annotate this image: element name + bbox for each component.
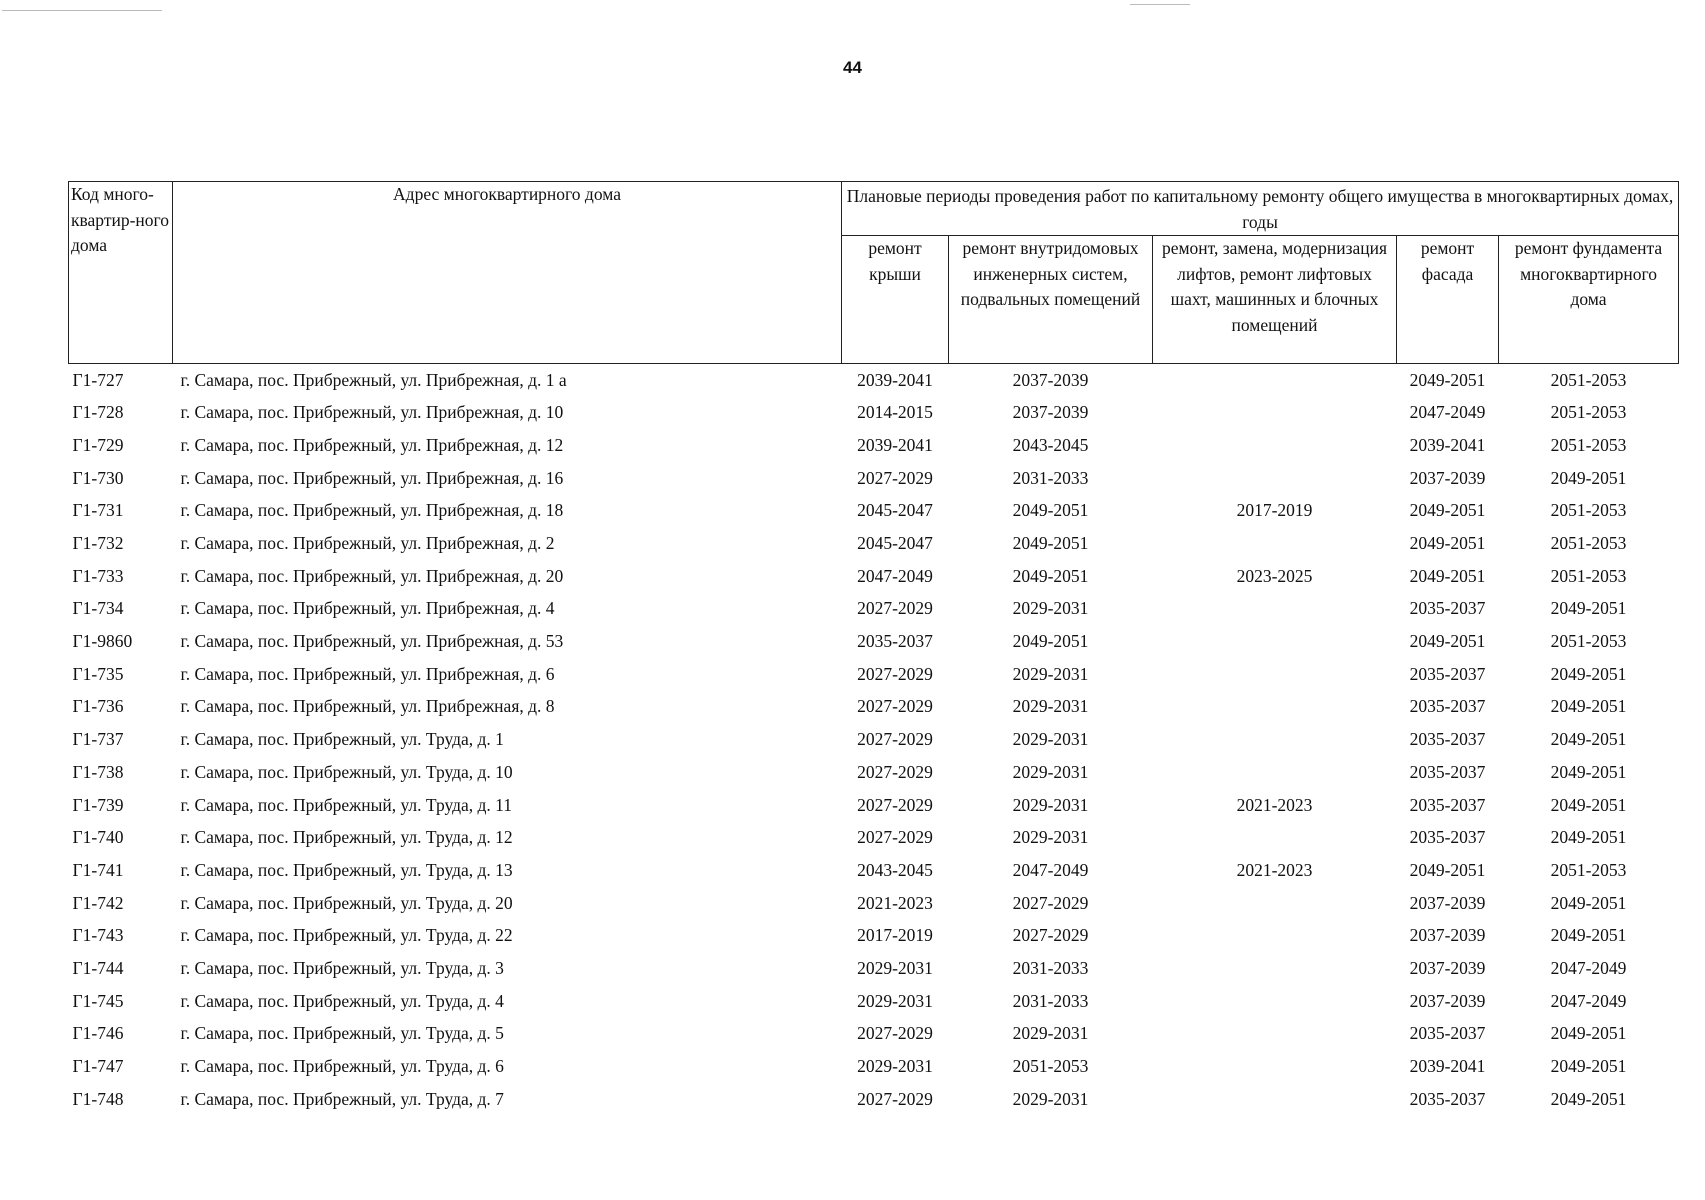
table-row <box>69 397 1679 430</box>
cell-elevators: 2021-2023 <box>1236 794 1313 815</box>
cell-elevators <box>1153 822 1397 855</box>
cell-facade: 2035-2037 <box>1409 696 1486 717</box>
table-row <box>69 560 1679 593</box>
cell-engineering: 2029-2031 <box>1012 761 1089 782</box>
cell-address: г. Самара, пос. Прибрежный, ул. Прибрежная, д. 16 <box>180 467 564 488</box>
cell-engineering: 2029-2031 <box>1012 696 1089 717</box>
cell-address: г. Самара, пос. Прибрежный, ул. Труда, д. 20 <box>180 892 513 913</box>
table-row <box>69 1050 1679 1083</box>
header-periods-group: Плановые периоды проведения работ по капитальному ремонту общего имущества в многоквартирных домах, годы <box>842 182 1679 236</box>
cell-code: Г1-747 <box>72 1056 124 1077</box>
table-row <box>69 658 1679 691</box>
cell-roof: 2043-2045 <box>857 859 933 880</box>
cell-elevators: 2021-2023 <box>1236 859 1313 880</box>
cell-engineering: 2047-2049 <box>1012 859 1089 880</box>
cell-address: г. Самара, пос. Прибрежный, ул. Прибрежная, д. 18 <box>180 500 564 521</box>
table-row <box>69 887 1679 920</box>
table-row <box>69 527 1679 560</box>
cell-roof: 2039-2041 <box>857 434 933 455</box>
cell-elevators <box>1153 658 1397 691</box>
cell-code: Г1-746 <box>72 1023 124 1044</box>
cell-address: г. Самара, пос. Прибрежный, ул. Труда, д. 4 <box>180 990 504 1011</box>
table-body <box>69 364 1679 1116</box>
page-number: 44 <box>843 58 862 77</box>
cell-foundation: 2049-2051 <box>1550 729 1627 750</box>
cell-facade: 2035-2037 <box>1409 1088 1486 1109</box>
cell-elevators <box>1153 364 1397 397</box>
cell-engineering: 2049-2051 <box>1012 533 1089 554</box>
cell-address: г. Самара, пос. Прибрежный, ул. Труда, д. 13 <box>180 859 513 880</box>
cell-address: г. Самара, пос. Прибрежный, ул. Прибрежная, д. 6 <box>180 663 555 684</box>
cell-roof: 2027-2029 <box>857 696 933 717</box>
cell-address: г. Самара, пос. Прибрежный, ул. Труда, д. 3 <box>180 957 504 978</box>
cell-facade: 2049-2051 <box>1409 565 1486 586</box>
header-elevators: ремонт, замена, модернизация лифтов, ремонт лифтовых шахт, машинных и блочных помещений <box>1153 236 1397 364</box>
table-row <box>69 789 1679 822</box>
cell-code: Г1-748 <box>72 1088 124 1109</box>
cell-elevators <box>1153 985 1397 1018</box>
cell-foundation: 2049-2051 <box>1550 794 1627 815</box>
header-foundation: ремонт фундамента многоквартирного дома <box>1499 236 1679 364</box>
cell-elevators <box>1153 724 1397 757</box>
cell-elevators <box>1153 756 1397 789</box>
cell-address: г. Самара, пос. Прибрежный, ул. Прибрежная, д. 8 <box>180 696 555 717</box>
cell-foundation: 2047-2049 <box>1550 957 1627 978</box>
cell-roof: 2027-2029 <box>857 761 933 782</box>
cell-facade: 2047-2049 <box>1409 402 1486 423</box>
cell-facade: 2039-2041 <box>1409 434 1486 455</box>
cell-roof: 2029-2031 <box>857 1056 933 1077</box>
cell-engineering: 2029-2031 <box>1012 1023 1089 1044</box>
cell-code: Г1-739 <box>72 794 124 815</box>
table-row <box>69 691 1679 724</box>
cell-facade: 2035-2037 <box>1409 663 1486 684</box>
cell-code: Г1-736 <box>72 696 124 717</box>
cell-engineering: 2031-2033 <box>1012 990 1089 1011</box>
cell-code: Г1-727 <box>72 369 124 390</box>
cell-facade: 2037-2039 <box>1409 892 1486 913</box>
cell-foundation: 2049-2051 <box>1550 663 1627 684</box>
capital-repair-schedule-table <box>68 181 1679 1116</box>
cell-code: Г1-741 <box>72 859 124 880</box>
cell-roof: 2027-2029 <box>857 794 933 815</box>
cell-address: г. Самара, пос. Прибрежный, ул. Прибрежная, д. 12 <box>180 434 564 455</box>
cell-engineering: 2029-2031 <box>1012 1088 1089 1109</box>
table-row <box>69 724 1679 757</box>
cell-elevators <box>1153 887 1397 920</box>
cell-foundation: 2051-2053 <box>1550 500 1627 521</box>
cell-facade: 2035-2037 <box>1409 729 1486 750</box>
table-row <box>69 495 1679 528</box>
cell-engineering: 2029-2031 <box>1012 598 1089 619</box>
cell-foundation: 2049-2051 <box>1550 467 1627 488</box>
cell-elevators <box>1153 952 1397 985</box>
cell-code: Г1-742 <box>72 892 124 913</box>
cell-elevators <box>1153 1083 1397 1116</box>
cell-roof: 2045-2047 <box>857 533 933 554</box>
cell-code: Г1-733 <box>72 565 124 586</box>
table-row <box>69 1083 1679 1116</box>
cell-engineering: 2037-2039 <box>1012 402 1089 423</box>
cell-address: г. Самара, пос. Прибрежный, ул. Труда, д. 1 <box>180 729 504 750</box>
table-row <box>69 822 1679 855</box>
cell-roof: 2039-2041 <box>857 369 933 390</box>
cell-elevators <box>1153 397 1397 430</box>
cell-address: г. Самара, пос. Прибрежный, ул. Прибрежная, д. 4 <box>180 598 555 619</box>
cell-engineering: 2029-2031 <box>1012 729 1089 750</box>
cell-facade: 2035-2037 <box>1409 1023 1486 1044</box>
cell-address: г. Самара, пос. Прибрежный, ул. Труда, д. 6 <box>180 1056 504 1077</box>
cell-facade: 2049-2051 <box>1409 859 1486 880</box>
table-row <box>69 756 1679 789</box>
cell-engineering: 2027-2029 <box>1012 892 1089 913</box>
cell-address: г. Самара, пос. Прибрежный, ул. Прибрежная, д. 10 <box>180 402 564 423</box>
scan-edge-mark <box>2 10 162 11</box>
cell-facade: 2049-2051 <box>1409 631 1486 652</box>
cell-roof: 2027-2029 <box>857 598 933 619</box>
cell-facade: 2049-2051 <box>1409 500 1486 521</box>
cell-code: Г1-728 <box>72 402 124 423</box>
cell-engineering: 2051-2053 <box>1012 1056 1089 1077</box>
cell-foundation: 2051-2053 <box>1550 631 1627 652</box>
cell-facade: 2039-2041 <box>1409 1056 1486 1077</box>
cell-roof: 2027-2029 <box>857 1088 933 1109</box>
cell-foundation: 2049-2051 <box>1550 1088 1627 1109</box>
cell-elevators <box>1153 462 1397 495</box>
cell-code: Г1-743 <box>72 925 124 946</box>
cell-roof: 2029-2031 <box>857 957 933 978</box>
header-address: Адрес многоквартирного дома <box>173 182 842 364</box>
cell-facade: 2049-2051 <box>1409 533 1486 554</box>
table-row <box>69 626 1679 659</box>
cell-engineering: 2049-2051 <box>1012 500 1089 521</box>
cell-code: Г1-730 <box>72 467 124 488</box>
cell-roof: 2027-2029 <box>857 827 933 848</box>
cell-elevators <box>1153 1018 1397 1051</box>
cell-roof: 2014-2015 <box>857 402 933 423</box>
cell-foundation: 2049-2051 <box>1550 892 1627 913</box>
cell-address: г. Самара, пос. Прибрежный, ул. Труда, д. 12 <box>180 827 513 848</box>
cell-roof: 2027-2029 <box>857 1023 933 1044</box>
header-code: Код много-квартир-ного дома <box>69 182 173 364</box>
cell-foundation: 2047-2049 <box>1550 990 1627 1011</box>
cell-code: Г1-740 <box>72 827 124 848</box>
cell-address: г. Самара, пос. Прибрежный, ул. Труда, д. 7 <box>180 1088 504 1109</box>
cell-code: Г1-732 <box>72 533 124 554</box>
cell-address: г. Самара, пос. Прибрежный, ул. Труда, д. 10 <box>180 761 513 782</box>
scan-edge-mark <box>1130 4 1190 5</box>
cell-roof: 2045-2047 <box>857 500 933 521</box>
cell-engineering: 2027-2029 <box>1012 925 1089 946</box>
cell-facade: 2035-2037 <box>1409 827 1486 848</box>
cell-address: г. Самара, пос. Прибрежный, ул. Труда, д. 22 <box>180 925 513 946</box>
cell-code: Г1-744 <box>72 957 124 978</box>
cell-elevators <box>1153 429 1397 462</box>
cell-code: Г1-735 <box>72 663 124 684</box>
cell-code: Г1-731 <box>72 500 124 521</box>
cell-elevators <box>1153 691 1397 724</box>
cell-elevators <box>1153 593 1397 626</box>
cell-foundation: 2049-2051 <box>1550 925 1627 946</box>
cell-engineering: 2029-2031 <box>1012 827 1089 848</box>
cell-code: Г1-734 <box>72 598 124 619</box>
cell-roof: 2027-2029 <box>857 729 933 750</box>
cell-address: г. Самара, пос. Прибрежный, ул. Труда, д. 5 <box>180 1023 504 1044</box>
table-row <box>69 593 1679 626</box>
table-row <box>69 952 1679 985</box>
cell-address: г. Самара, пос. Прибрежный, ул. Прибрежная, д. 53 <box>180 631 564 652</box>
header-facade: ремонт фасада <box>1397 236 1499 364</box>
cell-engineering: 2049-2051 <box>1012 565 1089 586</box>
cell-code: Г1-9860 <box>72 631 133 652</box>
cell-foundation: 2051-2053 <box>1550 369 1627 390</box>
cell-facade: 2037-2039 <box>1409 925 1486 946</box>
cell-elevators <box>1153 1050 1397 1083</box>
cell-engineering: 2029-2031 <box>1012 794 1089 815</box>
cell-address: г. Самара, пос. Прибрежный, ул. Прибрежная, д. 1 а <box>180 369 567 390</box>
cell-roof: 2027-2029 <box>857 663 933 684</box>
cell-engineering: 2049-2051 <box>1012 631 1089 652</box>
table-row <box>69 364 1679 397</box>
cell-foundation: 2051-2053 <box>1550 565 1627 586</box>
table-row <box>69 462 1679 495</box>
cell-roof: 2027-2029 <box>857 467 933 488</box>
cell-facade: 2037-2039 <box>1409 957 1486 978</box>
cell-elevators <box>1153 626 1397 659</box>
cell-address: г. Самара, пос. Прибрежный, ул. Прибрежная, д. 2 <box>180 533 555 554</box>
cell-address: г. Самара, пос. Прибрежный, ул. Прибрежная, д. 20 <box>180 565 564 586</box>
cell-elevators <box>1153 527 1397 560</box>
cell-foundation: 2051-2053 <box>1550 402 1627 423</box>
cell-code: Г1-738 <box>72 761 124 782</box>
cell-engineering: 2031-2033 <box>1012 467 1089 488</box>
cell-foundation: 2049-2051 <box>1550 598 1627 619</box>
cell-roof: 2017-2019 <box>857 925 933 946</box>
cell-code: Г1-729 <box>72 434 124 455</box>
cell-roof: 2029-2031 <box>857 990 933 1011</box>
cell-facade: 2049-2051 <box>1409 369 1486 390</box>
cell-foundation: 2051-2053 <box>1550 533 1627 554</box>
cell-elevators: 2023-2025 <box>1236 565 1313 586</box>
cell-foundation: 2049-2051 <box>1550 696 1627 717</box>
cell-address: г. Самара, пос. Прибрежный, ул. Труда, д. 11 <box>180 794 513 815</box>
cell-engineering: 2031-2033 <box>1012 957 1089 978</box>
cell-foundation: 2049-2051 <box>1550 827 1627 848</box>
cell-engineering: 2029-2031 <box>1012 663 1089 684</box>
cell-roof: 2047-2049 <box>857 565 933 586</box>
cell-elevators <box>1153 920 1397 953</box>
cell-foundation: 2051-2053 <box>1550 859 1627 880</box>
cell-roof: 2035-2037 <box>857 631 933 652</box>
cell-facade: 2035-2037 <box>1409 761 1486 782</box>
table-row <box>69 920 1679 953</box>
cell-facade: 2037-2039 <box>1409 990 1486 1011</box>
cell-code: Г1-737 <box>72 729 124 750</box>
cell-roof: 2021-2023 <box>857 892 933 913</box>
cell-facade: 2035-2037 <box>1409 598 1486 619</box>
header-engineering: ремонт внутридомовых инженерных систем, подвальных помещений <box>949 236 1153 364</box>
cell-elevators: 2017-2019 <box>1236 500 1313 521</box>
cell-code: Г1-745 <box>72 990 124 1011</box>
cell-foundation: 2049-2051 <box>1550 1056 1627 1077</box>
cell-foundation: 2051-2053 <box>1550 434 1627 455</box>
cell-facade: 2035-2037 <box>1409 794 1486 815</box>
cell-foundation: 2049-2051 <box>1550 1023 1627 1044</box>
table-header <box>69 182 1679 364</box>
cell-engineering: 2037-2039 <box>1012 369 1089 390</box>
table-row <box>69 429 1679 462</box>
table-row <box>69 985 1679 1018</box>
cell-engineering: 2043-2045 <box>1012 434 1089 455</box>
header-roof: ремонт крыши <box>842 236 949 364</box>
table-row <box>69 1018 1679 1051</box>
cell-facade: 2037-2039 <box>1409 467 1486 488</box>
table-row <box>69 854 1679 887</box>
cell-foundation: 2049-2051 <box>1550 761 1627 782</box>
